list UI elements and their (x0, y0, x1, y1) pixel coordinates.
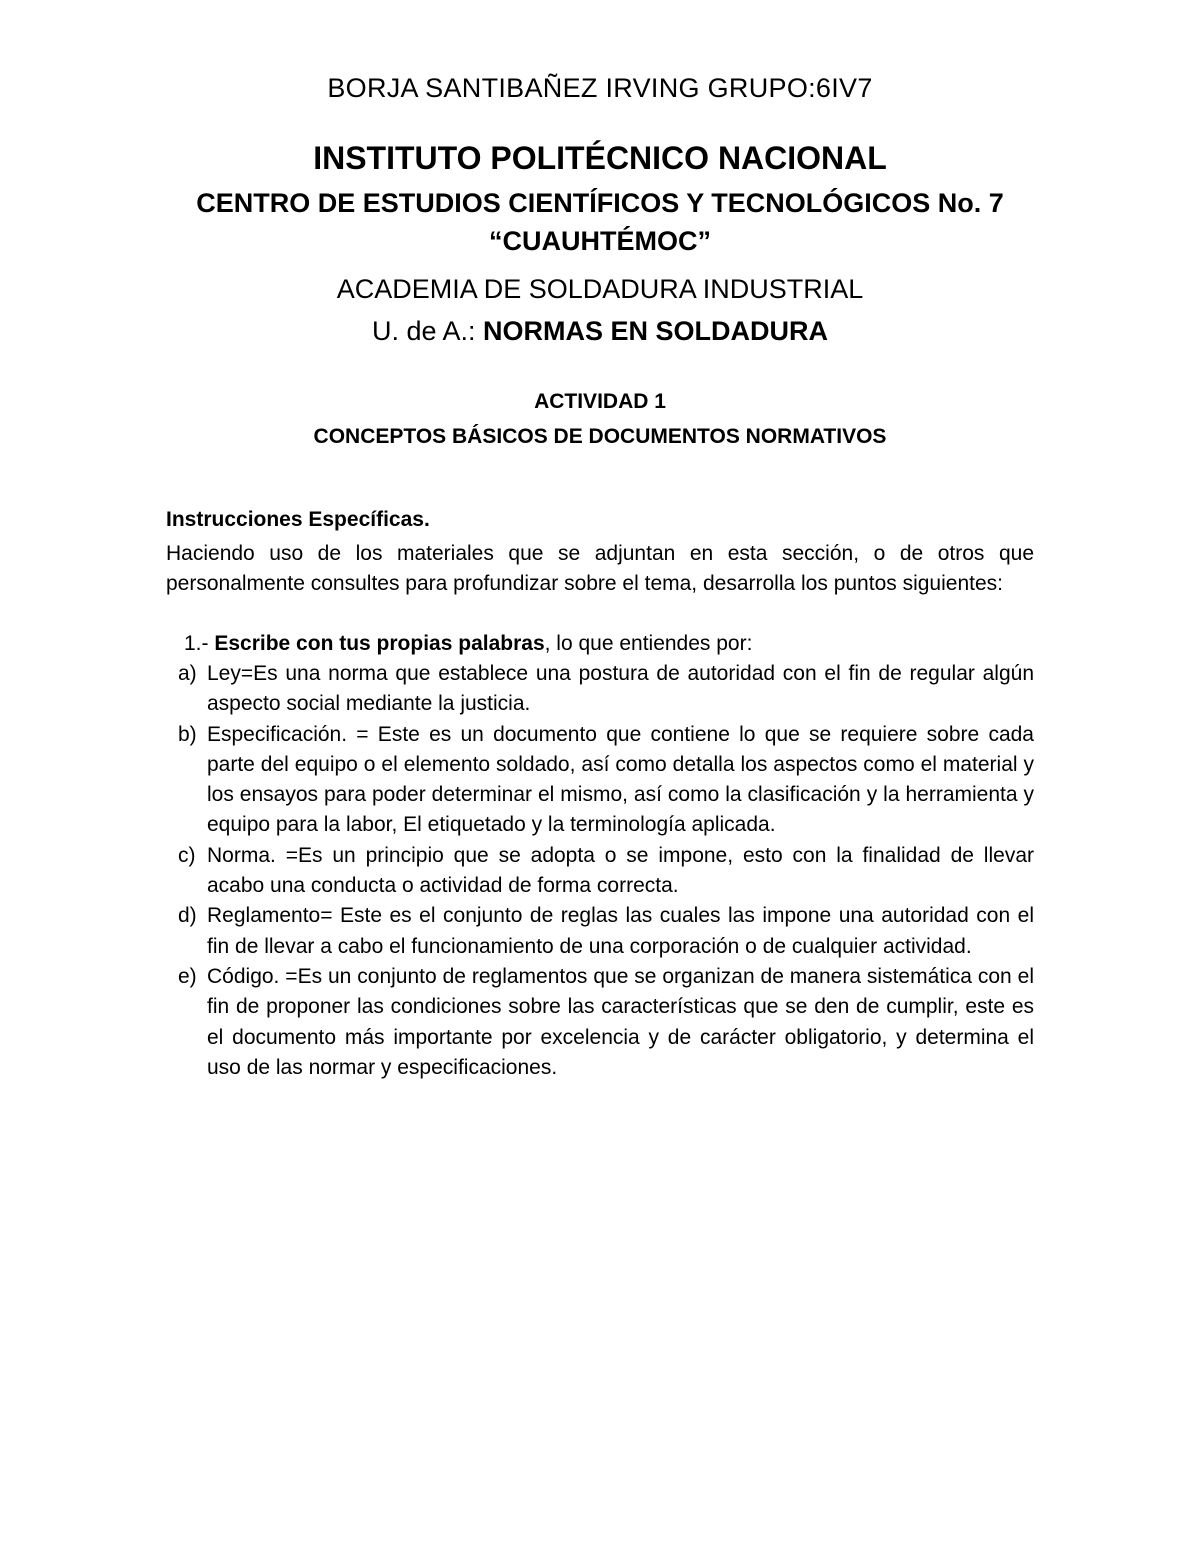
definition-letter: b) (178, 722, 197, 746)
definition-letter: c) (178, 843, 196, 867)
definition-reglamento (166, 901, 1034, 962)
definitions-list (166, 659, 1034, 1083)
definition-text: Especificación. = Este es un documento que contiene lo que se requiere sobre cada parte del equipo o el elemento soldado, así como detalla los aspectos como el material y los ensayos para poder determinar el mismo, así como la clasificación y la herramienta y equipo para la labor, El etiquetado y la terminología aplicada. (207, 722, 1034, 837)
school-center-name: CENTRO DE ESTUDIOS CIENTÍFICOS Y TECNOLÓGICOS No. 7 “CUAUHTÉMOC” (196, 188, 1004, 256)
academy-name: ACADEMIA DE SOLDADURA INDUSTRIAL (336, 274, 864, 304)
activity-title: ACTIVIDAD 1 (534, 390, 666, 413)
definition-letter: d) (178, 904, 197, 928)
activity-subtitle: CONCEPTOS BÁSICOS DE DOCUMENTOS NORMATIVOS (313, 425, 887, 448)
question-rest: , lo que entiendes por: (544, 632, 753, 655)
definition-letter: a) (178, 662, 197, 685)
learning-unit-name: NORMAS EN SOLDADURA (483, 316, 829, 346)
question-emphasis: Escribe con tus propias palabras (214, 632, 545, 655)
definition-ley (166, 659, 1034, 720)
question-1 (166, 629, 1034, 659)
learning-unit-line (166, 312, 1034, 350)
instructions-title: Instrucciones Específicas. (166, 508, 430, 531)
definition-codigo (166, 962, 1034, 1083)
question-number: 1.- (184, 632, 215, 655)
institution-title: INSTITUTO POLITÉCNICO NACIONAL (313, 140, 887, 176)
definition-text: Reglamento= Este es el conjunto de reglas las cuales las impone una autoridad con el fin de llevar a cabo el funcionamiento de una corporación o de cualquier actividad. (207, 904, 1034, 958)
definition-especificacion (166, 720, 1034, 841)
instructions-text: Haciendo uso de los materiales que se adjuntan en esta sección, o de otros que personalmente consultes para profundizar sobre el tema, desarrolla los puntos siguientes: (166, 542, 1034, 595)
definition-norma (166, 841, 1034, 902)
definition-text: Código. =Es un conjunto de reglamentos que se organizan de manera sistemática con el fin de proponer las condiciones sobre las características que se den de cumplir, este es el documento más importante por excelencia y de carácter obligatorio, y determina el uso de las normar y especificaciones. (207, 964, 1034, 1079)
definition-text: Norma. =Es un principio que se adopta o se impone, esto con la finalidad de llevar acabo una conducta o actividad de forma correcta. (207, 843, 1034, 898)
definition-text: Ley=Es una norma que establece una postura de autoridad con el fin de regular algún aspecto social mediante la justicia. (207, 662, 1034, 716)
learning-unit-prefix: U. de A.: (371, 316, 484, 346)
student-line: BORJA SANTIBAÑEZ IRVING GRUPO:6IV7 (327, 73, 873, 103)
definition-letter: e) (178, 964, 197, 988)
